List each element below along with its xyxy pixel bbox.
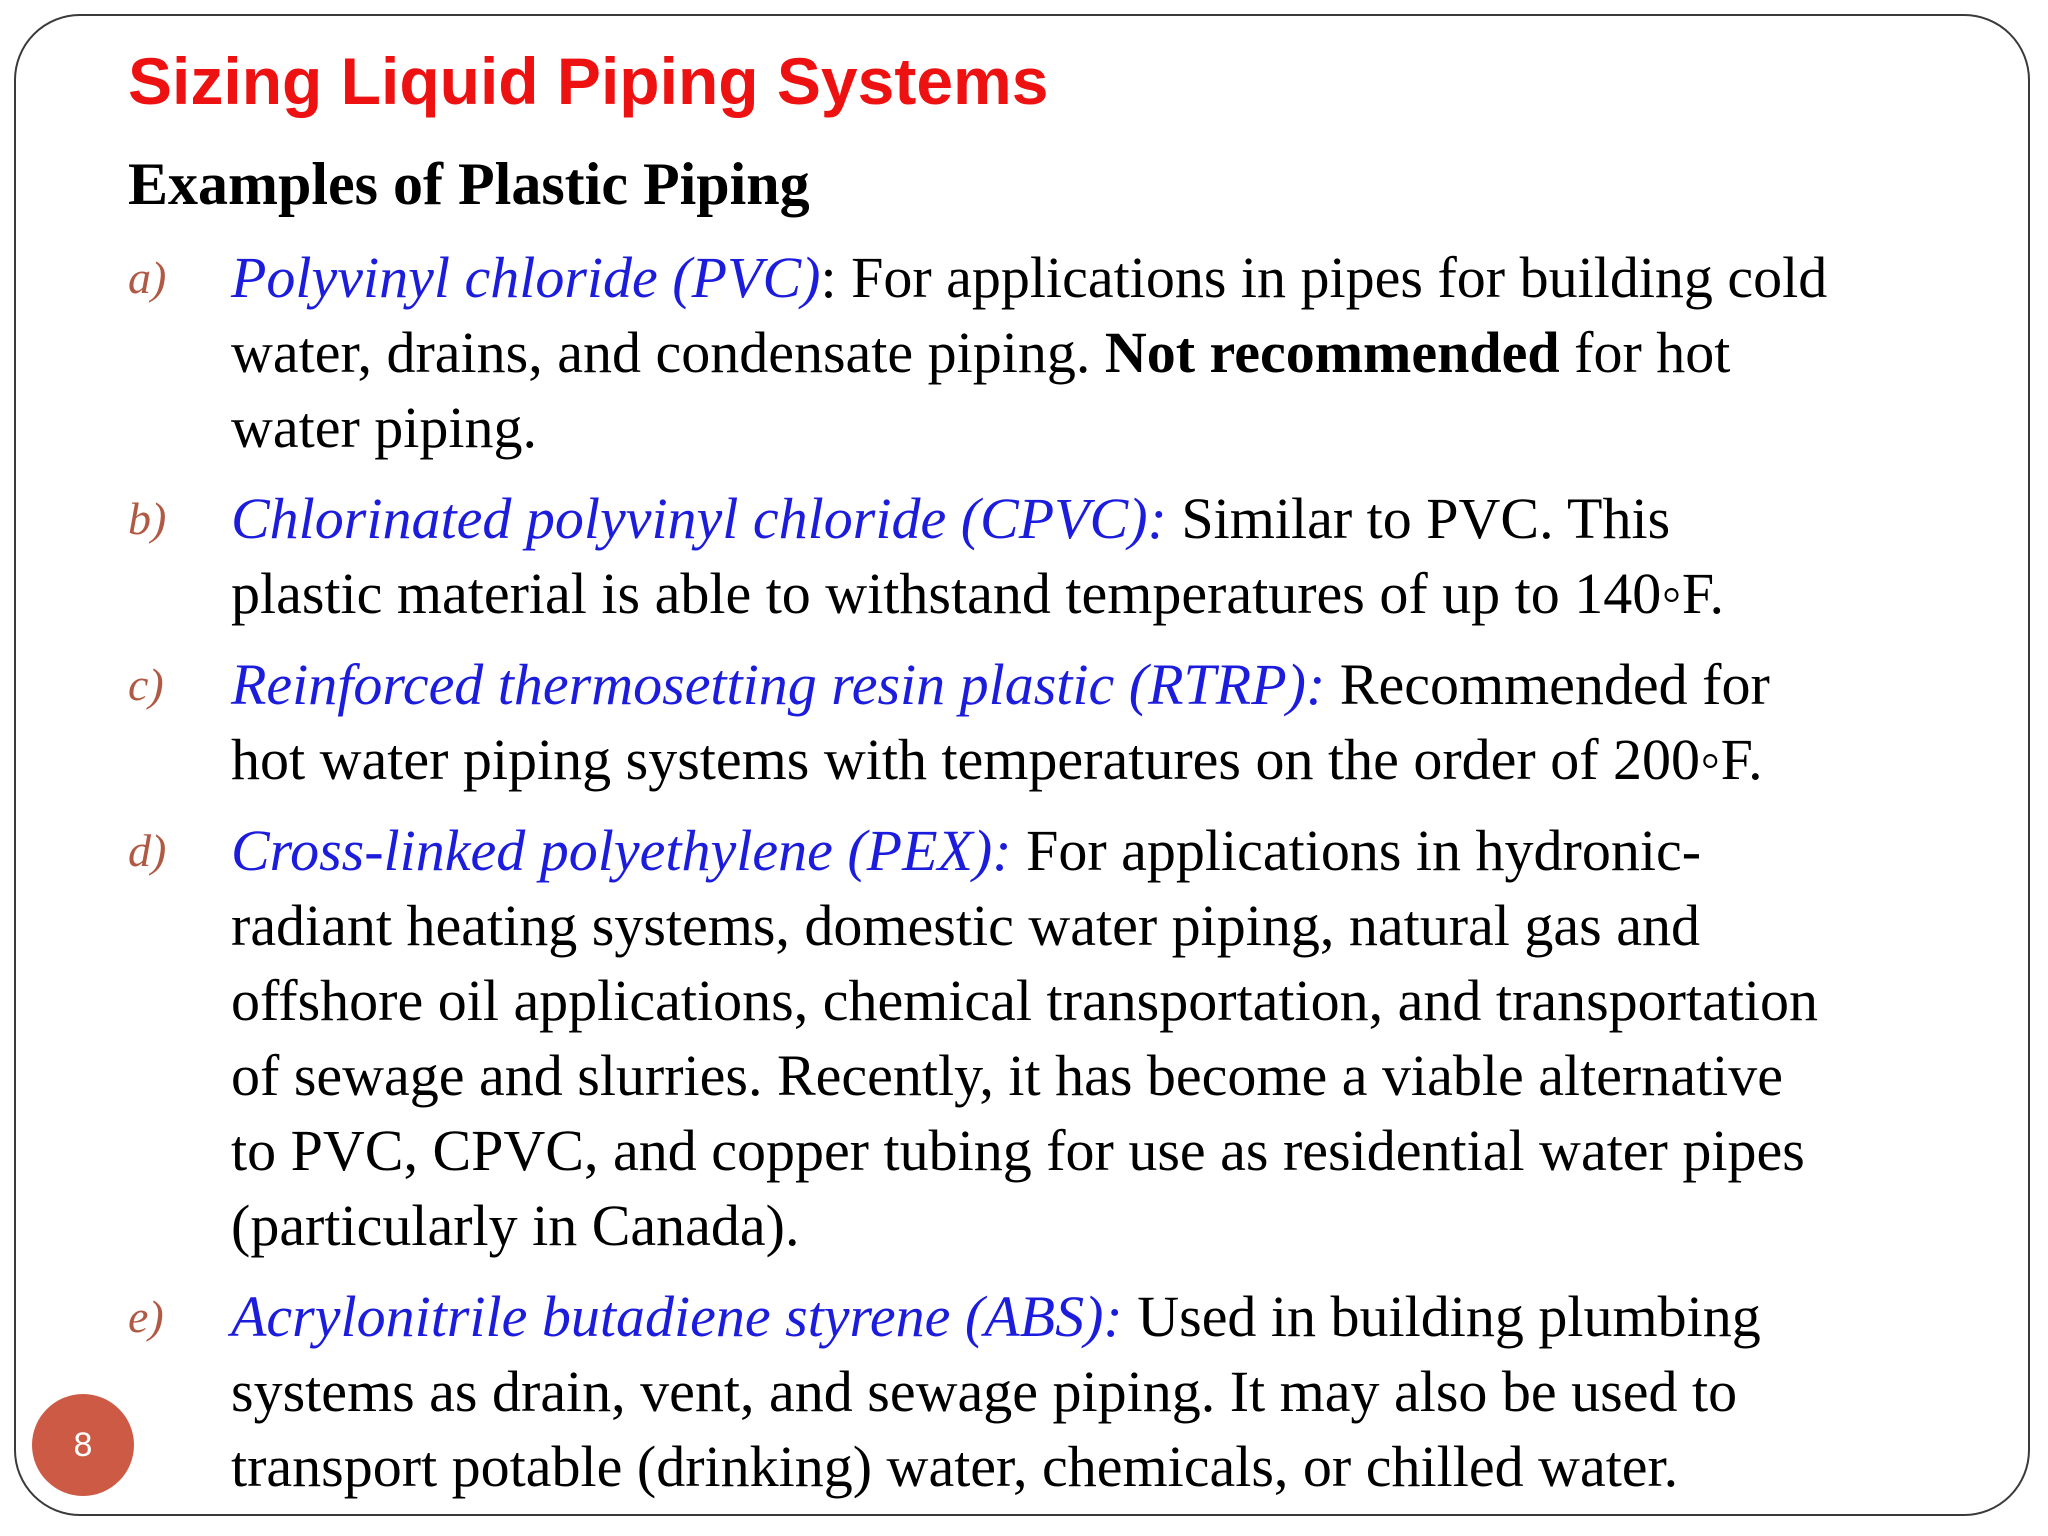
- description-text: (particularly in Canada).: [231, 1193, 800, 1258]
- list-item-line: [231, 1038, 2018, 1113]
- list-item-abs: [0, 1279, 2048, 1504]
- description-text: Similar to PVC. This: [1166, 486, 1671, 551]
- slide-title: Sizing Liquid Piping Systems: [128, 44, 1049, 118]
- list-item-line: [231, 1354, 2018, 1429]
- description-text: of sewage and slurries. Recently, it has become a viable alternative: [231, 1043, 1783, 1108]
- list-item-line: [231, 390, 2018, 465]
- list-item-line: [231, 963, 2018, 1038]
- list-item-line: [231, 1429, 2018, 1504]
- description-text: systems as drain, vent, and sewage piping. It may also be used to: [231, 1359, 1738, 1424]
- description-text: For applications in hydronic-: [1011, 818, 1702, 883]
- term-pex: Cross-linked polyethylene (PEX):: [231, 818, 1012, 883]
- term-pvc: Polyvinyl chloride (PVC): [231, 245, 821, 310]
- description-text: Used in building plumbing: [1122, 1284, 1761, 1349]
- description-text: to PVC, CPVC, and copper tubing for use as residential water pipes: [231, 1118, 1805, 1183]
- description-text: plastic material is able to withstand temperatures of up to 140◦F.: [231, 561, 1724, 626]
- slide-subtitle: Examples of Plastic Piping: [128, 151, 810, 217]
- list-item-line: [231, 240, 2018, 315]
- plastic-piping-list: [0, 240, 2048, 1504]
- list-item-cpvc: [0, 481, 2048, 631]
- list-item-line: [231, 1279, 2018, 1354]
- list-item-line: [231, 556, 2018, 631]
- page-number-badge: 8: [32, 1394, 134, 1496]
- list-item-line: [231, 813, 2018, 888]
- list-marker: e): [128, 1291, 164, 1342]
- list-item-line: [231, 722, 2018, 797]
- list-item-pex: [0, 813, 2048, 1263]
- list-marker: c): [128, 659, 164, 710]
- term-rtrp: Reinforced thermosetting resin plastic (RTRP):: [231, 652, 1326, 717]
- description-text: Recommended for: [1325, 652, 1770, 717]
- list-item-line: [231, 1113, 2018, 1188]
- term-abs: Acrylonitrile butadiene styrene (ABS):: [231, 1284, 1123, 1349]
- list-item-line: [231, 647, 2018, 722]
- list-item-pvc: [0, 240, 2048, 465]
- description-text: : For applications in pipes for building cold: [820, 245, 1828, 310]
- description-text: water piping.: [231, 395, 538, 460]
- list-marker: b): [128, 493, 167, 544]
- list-marker: a): [128, 252, 167, 303]
- list-item-line: [231, 888, 2018, 963]
- description-text: water, drains, and condensate piping.: [231, 320, 1105, 385]
- term-cpvc: Chlorinated polyvinyl chloride (CPVC):: [231, 486, 1167, 551]
- description-text: offshore oil applications, chemical transportation, and transportation: [231, 968, 1819, 1033]
- list-item-line: [231, 1188, 2018, 1263]
- list-item-rtrp: [0, 647, 2048, 797]
- description-text: transport potable (drinking) water, chemicals, or chilled water.: [231, 1434, 1679, 1499]
- emphasis-not-recommended: Not recommended: [1104, 320, 1560, 385]
- description-text: hot water piping systems with temperatures on the order of 200◦F.: [231, 727, 1763, 792]
- list-marker: d): [128, 825, 167, 876]
- description-text: radiant heating systems, domestic water piping, natural gas and: [231, 893, 1700, 958]
- list-item-line: [231, 315, 2018, 390]
- description-text: for hot: [1559, 320, 1731, 385]
- list-item-line: [231, 481, 2018, 556]
